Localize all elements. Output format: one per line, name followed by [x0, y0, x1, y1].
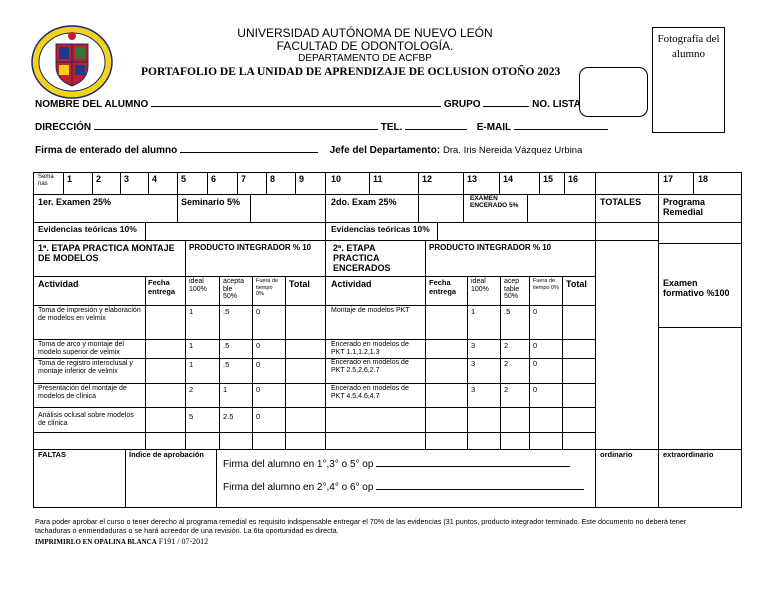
list-label: NO. LISTA: [532, 99, 581, 110]
stage2-title: 2ª. ETAPA PRACTICA ENCERADOS: [333, 243, 391, 273]
week-number: 1: [67, 174, 73, 184]
stage1-col-acceptable: acepta ble 50%: [223, 278, 245, 301]
stage1-ideal: 1: [189, 341, 194, 350]
stage1-late: 0: [256, 360, 261, 369]
stage2-acceptable: 2: [504, 341, 509, 350]
stage2-col-activity: Actividad: [331, 279, 372, 289]
evidence1-cell: Evidencias teóricas 10%: [38, 224, 137, 234]
stage2-acceptable: .5: [504, 307, 511, 316]
stage1-acceptable: 1: [223, 385, 228, 394]
week-number: 4: [152, 174, 158, 184]
photo-box: [652, 27, 725, 133]
stage2-activity: Encerado en modelos de PKT 1.1,1.2,1.3: [331, 341, 409, 356]
seminar-cell: Seminario 5%: [181, 197, 241, 207]
faculty-name: FACULTAD DE ODONTOLOGÍA.: [276, 39, 454, 53]
stage2-late: 0: [533, 341, 538, 350]
stage2-ideal: 1: [471, 307, 476, 316]
name-field[interactable]: [151, 106, 441, 107]
stage1-product: PRODUCTO INTEGRADOR % 10: [189, 243, 312, 252]
week-number: 5: [181, 174, 187, 184]
absences-label: FALTAS: [38, 450, 67, 459]
stage1-ideal: 1: [189, 360, 194, 369]
exam2-cell: 2do. Exam 25%: [331, 197, 397, 207]
extraordinary-label: extraordinario: [663, 450, 714, 459]
week-number: 15: [543, 174, 554, 184]
stage2-col-ideal: ideal 100%: [471, 278, 489, 293]
signature2-label: Firma del alumno en 2°,4° o 6° op: [223, 482, 374, 493]
photo-label: Fotografía del alumno: [657, 33, 720, 60]
stage1-col-ideal: ideal 100%: [189, 278, 207, 293]
stage2-activity: Encerado en modelos de PKT 2.5,2.6,2.7: [331, 359, 409, 374]
stage1-late: 0: [256, 412, 261, 421]
weeks-label: Sema nas: [38, 174, 54, 187]
exam1-cell: 1er. Examen 25%: [38, 197, 112, 207]
name-label: NOMBRE DEL ALUMNO: [35, 99, 149, 110]
stage1-activity: Presentación del montaje de modelos de clínica: [38, 385, 127, 400]
stage2-product: PRODUCTO INTEGRADOR % 10: [429, 243, 552, 252]
totals-header: TOTALES: [600, 197, 642, 207]
form-code: F191 / 07-2012: [158, 537, 209, 546]
stage2-acceptable: 2: [504, 359, 509, 368]
department-name: DEPARTAMENTO DE ACFBP: [298, 53, 432, 64]
tel-label: TEL.: [380, 122, 403, 133]
stage1-acceptable: .5: [223, 307, 230, 316]
stage1-late: 0: [256, 341, 261, 350]
stage1-activity: Toma de registro interoclusal y montaje inferior de velmix: [38, 360, 133, 375]
dept-head-name: Dra. Iris Nereida Vázquez Urbina: [442, 145, 583, 156]
rounded-box: [579, 67, 648, 117]
stage2-col-acceptable: acep table 50%: [504, 278, 520, 301]
week-number: 16: [568, 174, 579, 184]
stage2-ideal: 3: [471, 359, 476, 368]
remedial-header: Programa Remedial: [663, 197, 706, 217]
group-field[interactable]: [483, 106, 529, 107]
group-label: GRUPO: [443, 99, 481, 110]
stage1-activity: Toma de arco y montaje del modelo superior de velmix: [38, 341, 124, 356]
stage2-col-date: Fecha entrega: [429, 278, 457, 296]
stage1-acceptable: 2.5: [223, 412, 234, 421]
requirements-note: Para poder aprobar el curso o tener derecho al programa remedial es requisito indispensable entregar el 70% de las evidencias (31 puntos, producto integrador terminado. Este documento no deberá tener tachaduras o enmendaduras o se hará acreedor de una revisión. La 6ta oportunidad es directa.: [35, 517, 687, 535]
stage1-col-late: Fuera de tiempo 0%: [256, 278, 279, 297]
stage1-acceptable: .5: [223, 360, 230, 369]
evidence2-cell: Evidencias teóricas 10%: [331, 224, 430, 234]
week-number: 9: [299, 174, 305, 184]
stage1-col-date: Fecha entrega: [148, 278, 176, 296]
stage2-col-late: Fuera de tiempo 0%: [533, 278, 559, 291]
stage2-acceptable: 2: [504, 385, 509, 394]
stage2-ideal: 3: [471, 385, 476, 394]
university-seal: [30, 24, 114, 100]
stage2-activity: Montaje de modelos PKT: [331, 307, 410, 314]
week-number: 7: [241, 174, 247, 184]
stage2-col-total: Total: [566, 279, 587, 289]
email-field[interactable]: [514, 129, 608, 130]
stage1-late: 0: [256, 385, 261, 394]
stage1-col-total: Total: [289, 279, 310, 289]
signature1-label: Firma del alumno en 1°,3° o 5° op: [223, 459, 374, 470]
stage2-activity: Encerado en modelos de PKT 4.5,4.6,4.7: [331, 385, 409, 400]
week-number: 17: [663, 174, 674, 184]
ordinary-label: ordinario: [600, 450, 633, 459]
week-number: 13: [467, 174, 478, 184]
week-number: 2: [96, 174, 102, 184]
approval-label: Índice de aprobación: [129, 450, 205, 459]
university-name: UNIVERSIDAD AUTÓNOMA DE NUEVO LEÓN: [237, 26, 493, 40]
email-label: E-MAIL: [476, 122, 511, 133]
stage1-ideal: 5: [189, 412, 194, 421]
formative-exam: Examen formativo %100: [663, 278, 730, 298]
signature-field[interactable]: [180, 152, 318, 153]
week-number: 10: [331, 174, 342, 184]
signature2-field[interactable]: [376, 489, 584, 490]
week-number: 3: [124, 174, 130, 184]
stage1-acceptable: .5: [223, 341, 230, 350]
week-number: 11: [373, 174, 383, 184]
week-number: 12: [422, 174, 433, 184]
portfolio-title: PORTAFOLIO DE LA UNIDAD DE APRENDIZAJE DE OCLUSION OTOÑO 2023: [141, 66, 561, 78]
tel-field[interactable]: [405, 129, 467, 130]
signature1-field[interactable]: [376, 466, 570, 467]
print-instruction: IMPRIMIRLO EN OPALINA BLANCA: [35, 538, 157, 546]
signature-label: Firma de enterado del alumno: [35, 145, 178, 156]
week-number: 14: [503, 174, 514, 184]
stage2-late: 0: [533, 307, 538, 316]
dept-head-label: Jefe del Departamento:: [329, 145, 441, 156]
stage2-late: 0: [533, 385, 538, 394]
stage1-ideal: 2: [189, 385, 194, 394]
week-number: 6: [211, 174, 217, 184]
address-label: DIRECCIÓN: [35, 122, 92, 133]
week-number: 18: [698, 174, 709, 184]
stage1-ideal: 1: [189, 307, 194, 316]
stage1-col-activity: Actividad: [38, 279, 79, 289]
week-number: 8: [270, 174, 276, 184]
stage1-title: 1ª. ETAPA PRACTICA MONTAJE DE MODELOS: [38, 243, 175, 263]
stage2-ideal: 3: [471, 341, 476, 350]
stage2-late: 0: [533, 359, 538, 368]
stage1-activity: Toma de impresión y elaboración de modelos en velmix: [38, 307, 141, 322]
address-field[interactable]: [94, 129, 378, 130]
exam-encerado-cell: EXAMEN ENCERADO 5%: [470, 195, 519, 210]
stage1-late: 0: [256, 307, 261, 316]
stage1-activity: Análisis oclusal sobre modelos de clínica: [38, 412, 134, 427]
